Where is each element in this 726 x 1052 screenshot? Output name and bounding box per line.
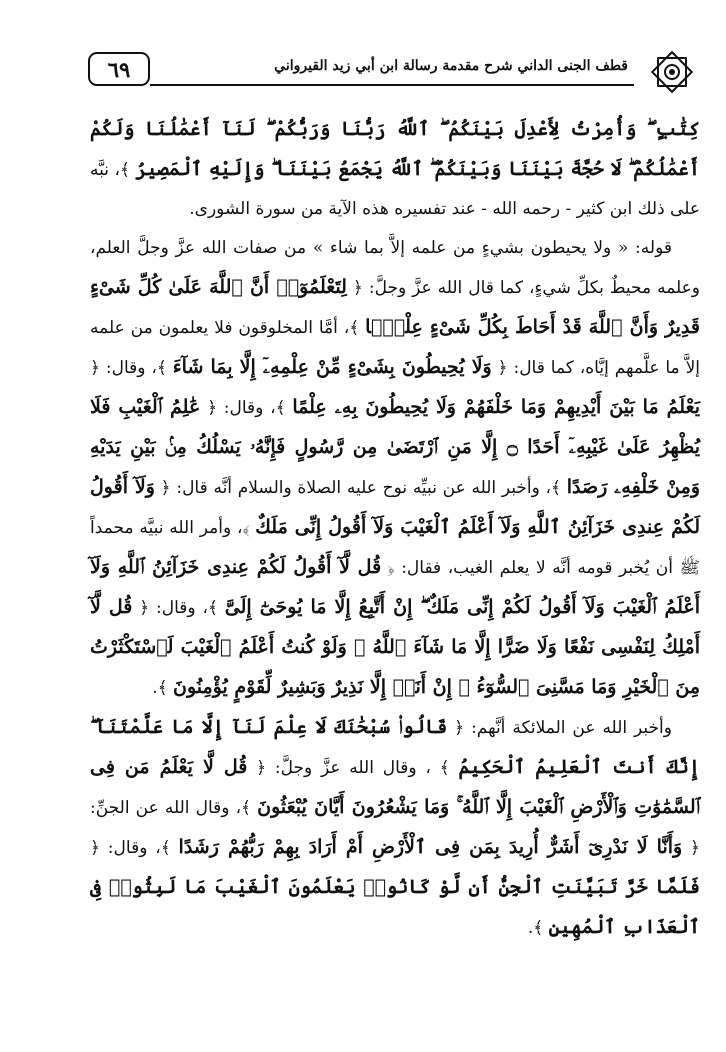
body-sentence: ﴾، وقال: ﴿ xyxy=(200,398,293,418)
paragraph xyxy=(90,110,700,229)
quran-verse: فَلَمَّا خَرَّ تَبَيَّنَتِ ٱلْجِنُّ أَن لَّوْ كَانُوا۟ يَعْلَمُونَ ٱلْغَيْبَ مَا لَبِثُوا۟ فِى ٱلْعَذَابِ ٱلْمُهِينِ xyxy=(90,876,700,938)
running-title: قطف الجنى الداني شرح مقدمة رسالة ابن أبي زيد القيرواني xyxy=(274,58,628,74)
quran-verse: وَلَا يُحِيطُونَ بِشَىْءٍ مِّنْ عِلْمِهِۦٓ إِلَّا بِمَا شَآءَ xyxy=(172,356,492,378)
body-sentence: ﴾ ، وقال الله عزَّ وجلَّ: ﴿ xyxy=(247,758,459,778)
quran-verse: قُل لَّا يَعْلَمُ مَن فِى ٱلسَّمَٰوَٰتِ وَٱلْأَرْضِ ٱلْغَيْبَ إِلَّا ٱللَّهُ ۚ وَمَا يَشْعُرُونَ أَيَّانَ يُبْعَثُونَ xyxy=(90,756,700,818)
body-text xyxy=(90,110,700,1045)
quran-verse: قَالُوا۟ سُبْحَٰنَكَ لَا عِلْمَ لَنَآ إِلَّا مَا عَلَّمْتَنَآ ۖ إِنَّكَ أَنتَ ٱلْعَلِيمُ ٱلْحَكِيمُ xyxy=(90,716,701,778)
body-sentence: ﴾، نبَّه على ذلك ابن كثير - رحمه الله - عند تفسيره هذه الآية من سورة الشورى. xyxy=(90,160,700,219)
paragraph xyxy=(90,229,700,708)
body-sentence: ﴾، وقال: ﴿ xyxy=(90,358,173,378)
page-number: ٦٩ xyxy=(88,52,150,86)
body-sentence: وأخبر الله عن الملائكة أنَّهم: ﴿ xyxy=(447,718,672,738)
quran-verse: كِتَٰبٍ ۖ وَأُمِرْتُ لِأَعْدِلَ بَيْنَكُمُ ۖ ٱللَّهُ رَبُّنَا وَرَبُّكُمْ ۖ لَنَآ أَعْمَٰلُنَا وَلَكُمْ أَعْمَٰلُكُمْ ۖ لَا حُجَّةَ بَيْنَنَا وَبَيْنَكُمُ ۖ ٱللَّهُ يَجْمَعُ بَيْنَنَا ۖ وَإِلَيْهِ ٱلْمَصِيرُ xyxy=(90,118,700,180)
paragraph xyxy=(90,708,700,948)
body-sentence: ﴾. xyxy=(527,918,549,938)
body-sentence: ﴾، وقال: ﴿ xyxy=(132,598,225,618)
body-sentence: ﴾، أمَّا المخلوقون فلا يعلمون من علمه إلاَّ ما علَّمهم إيَّاه، كما قال: ﴿ xyxy=(90,318,700,378)
quran-verse: قُل لَّآ أَقُولُ لَكُمْ عِندِى خَزَآئِنُ ٱللَّهِ وَلَآ أَعْلَمُ ٱلْغَيْبَ وَلَآ أَقُولُ لَكُمْ إِنِّى مَلَكٌ ۖ إِنْ أَتَّبِعُ إِلَّا مَا يُوحَىٰٓ إِلَىَّ xyxy=(90,556,700,618)
body-sentence: ﴾، وقال الله عن الجنِّ: ﴿ xyxy=(90,798,700,858)
ornament-icon xyxy=(646,46,698,98)
quran-verse: يَعْلَمُ مَا بَيْنَ أَيْدِيهِمْ وَمَا خَلْفَهُمْ وَلَا يُحِيطُونَ بِهِۦ عِلْمًا xyxy=(292,396,700,418)
quran-verse: وَأَنَّا لَا نَدْرِىٓ أَشَرٌّ أُرِيدَ بِمَن فِى ٱلْأَرْضِ أَمْ أَرَادَ بِهِمْ رَبُّهُمْ رَشَدًا xyxy=(178,836,683,858)
quran-verse: لِتَعْلَمُوٓا۟ أَنَّ ٱللَّهَ عَلَىٰ كُلِّ شَىْءٍ قَدِيرٌ وَأَنَّ ٱللَّهَ قَدْ أَحَاطَ بِكُلِّ شَىْءٍ عِلْمًۢا xyxy=(90,276,700,338)
body-sentence: ﴾، وقال: ﴿ xyxy=(90,838,179,858)
body-sentence: قوله: « ولا يحيطون بشيءٍ من علمه إلاَّ بما شاء » من صفات الله عزَّ وجلَّ العلم، وعلمه محيطٌ بكلِّ شيءٍ، كما قال الله عزَّ وجلَّ: ﴿ xyxy=(90,238,700,298)
header-rule xyxy=(150,84,634,86)
page-header xyxy=(88,50,698,100)
quran-verse: عَٰلِمُ ٱلْغَيْبِ فَلَا يُظْهِرُ عَلَىٰ غَيْبِهِۦٓ أَحَدًا ۝ إِلَّا مَنِ ٱرْتَضَىٰ مِن رَّسُولٍ فَإِنَّهُۥ يَسْلُكُ مِنۢ بَيْنِ يَدَيْهِ وَمِنْ خَلْفِهِۦ رَصَدًا xyxy=(90,396,700,498)
body-sentence: ﴾، وأخبر الله عن نبيِّه نوح عليه الصلاة والسلام أنَّه قال: ﴿ xyxy=(154,478,567,498)
quran-verse: قُل لَّآ أَمْلِكُ لِنَفْسِى نَفْعًا وَلَا ضَرًّا إِلَّا مَا شَآءَ ٱللَّهُ ۚ وَلَوْ كُنتُ أَعْلَمُ ٱلْغَيْبَ لَٱسْتَكْثَرْتُ مِنَ ٱلْخَيْرِ وَمَا مَسَّنِىَ ٱلسُّوٓءُ ۚ إِنْ أَنَا۠ إِلَّا نَذِيرٌ وَبَشِيرٌ لِّقَوْمٍ يُؤْمِنُونَ xyxy=(90,596,700,698)
body-sentence: ﴾، وأمر الله نبيَّه محمداً ﷺ أن يُخبر قومه أنَّه لا يعلم الغيب، فقال: ﴿ xyxy=(90,518,700,578)
body-sentence: ﴾. xyxy=(152,678,174,698)
quran-verse: وَلَآ أَقُولُ لَكُمْ عِندِى خَزَآئِنُ ٱللَّهِ وَلَآ أَعْلَمُ ٱلْغَيْبَ وَلَآ أَقُولُ إِنِّى مَلَكٌ xyxy=(90,476,701,538)
